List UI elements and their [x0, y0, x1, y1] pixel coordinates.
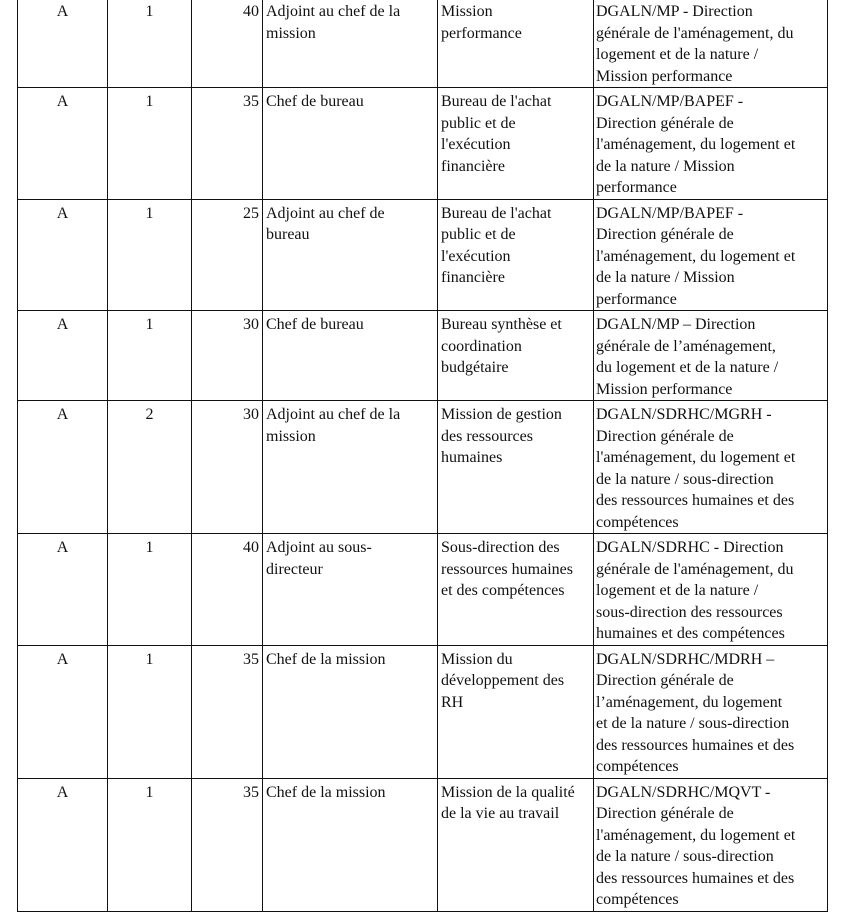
points-cell: 40	[192, 534, 263, 646]
count-cell: 1	[108, 199, 192, 311]
service-cell: Mission performance	[438, 0, 594, 88]
points-cell: 30	[192, 401, 263, 534]
count-cell: 1	[108, 311, 192, 401]
count-cell: 1	[108, 645, 192, 778]
document-page	[17, 0, 828, 912]
service-cell: Sous-direction des ressources humaines et des compétences	[438, 534, 594, 646]
category-cell: A	[18, 0, 108, 88]
location-cell: DGALN/MP/BAPEF - Direction générale de l'aménagement, du logement et de la nature / Mission performance	[594, 199, 828, 311]
location-cell: DGALN/MP/BAPEF - Direction générale de l'aménagement, du logement et de la nature / Mission performance	[594, 88, 828, 200]
category-cell: A	[18, 778, 108, 911]
table-row	[18, 199, 828, 311]
function-cell: Chef de la mission	[263, 645, 438, 778]
function-cell: Adjoint au chef de bureau	[263, 199, 438, 311]
points-cell: 25	[192, 199, 263, 311]
count-cell: 2	[108, 401, 192, 534]
function-cell: Chef de bureau	[263, 311, 438, 401]
category-cell: A	[18, 534, 108, 646]
table-row	[18, 401, 828, 534]
service-cell: Mission de gestion des ressources humaines	[438, 401, 594, 534]
category-cell: A	[18, 199, 108, 311]
category-cell: A	[18, 311, 108, 401]
table-row	[18, 311, 828, 401]
service-cell: Mission de la qualité de la vie au travail	[438, 778, 594, 911]
points-cell: 40	[192, 0, 263, 88]
table-row	[18, 88, 828, 200]
table-row	[18, 778, 828, 911]
location-cell: DGALN/SDRHC/MGRH - Direction générale de l'aménagement, du logement et de la nature / sous-direction des ressources humaines et des compétences	[594, 401, 828, 534]
count-cell: 1	[108, 0, 192, 88]
category-cell: A	[18, 88, 108, 200]
function-cell: Chef de bureau	[263, 88, 438, 200]
location-cell: DGALN/SDRHC - Direction générale de l'aménagement, du logement et de la nature / sous-direction des ressources humaines et des compétences	[594, 534, 828, 646]
count-cell: 1	[108, 778, 192, 911]
positions-table	[17, 0, 828, 912]
service-cell: Bureau de l'achat public et de l'exécution financière	[438, 88, 594, 200]
count-cell: 1	[108, 88, 192, 200]
service-cell: Bureau synthèse et coordination budgétaire	[438, 311, 594, 401]
category-cell: A	[18, 401, 108, 534]
location-cell: DGALN/MP – Direction générale de l’aménagement, du logement et de la nature / Mission performance	[594, 311, 828, 401]
points-cell: 35	[192, 88, 263, 200]
service-cell: Mission du développement des RH	[438, 645, 594, 778]
points-cell: 35	[192, 645, 263, 778]
count-cell: 1	[108, 534, 192, 646]
table-row	[18, 0, 828, 88]
location-cell: DGALN/MP - Direction générale de l'aménagement, du logement et de la nature / Mission performance	[594, 0, 828, 88]
function-cell: Adjoint au chef de la mission	[263, 401, 438, 534]
table-row	[18, 645, 828, 778]
points-cell: 30	[192, 311, 263, 401]
points-cell: 35	[192, 778, 263, 911]
function-cell: Adjoint au chef de la mission	[263, 0, 438, 88]
function-cell: Adjoint au sous- directeur	[263, 534, 438, 646]
service-cell: Bureau de l'achat public et de l'exécution financière	[438, 199, 594, 311]
table-row	[18, 534, 828, 646]
category-cell: A	[18, 645, 108, 778]
function-cell: Chef de la mission	[263, 778, 438, 911]
location-cell: DGALN/SDRHC/MQVT - Direction générale de l'aménagement, du logement et de la nature / sous-direction des ressources humaines et des compétences	[594, 778, 828, 911]
location-cell: DGALN/SDRHC/MDRH – Direction générale de l’aménagement, du logement et de la nature / sous-direction des ressources humaines et des compétences	[594, 645, 828, 778]
